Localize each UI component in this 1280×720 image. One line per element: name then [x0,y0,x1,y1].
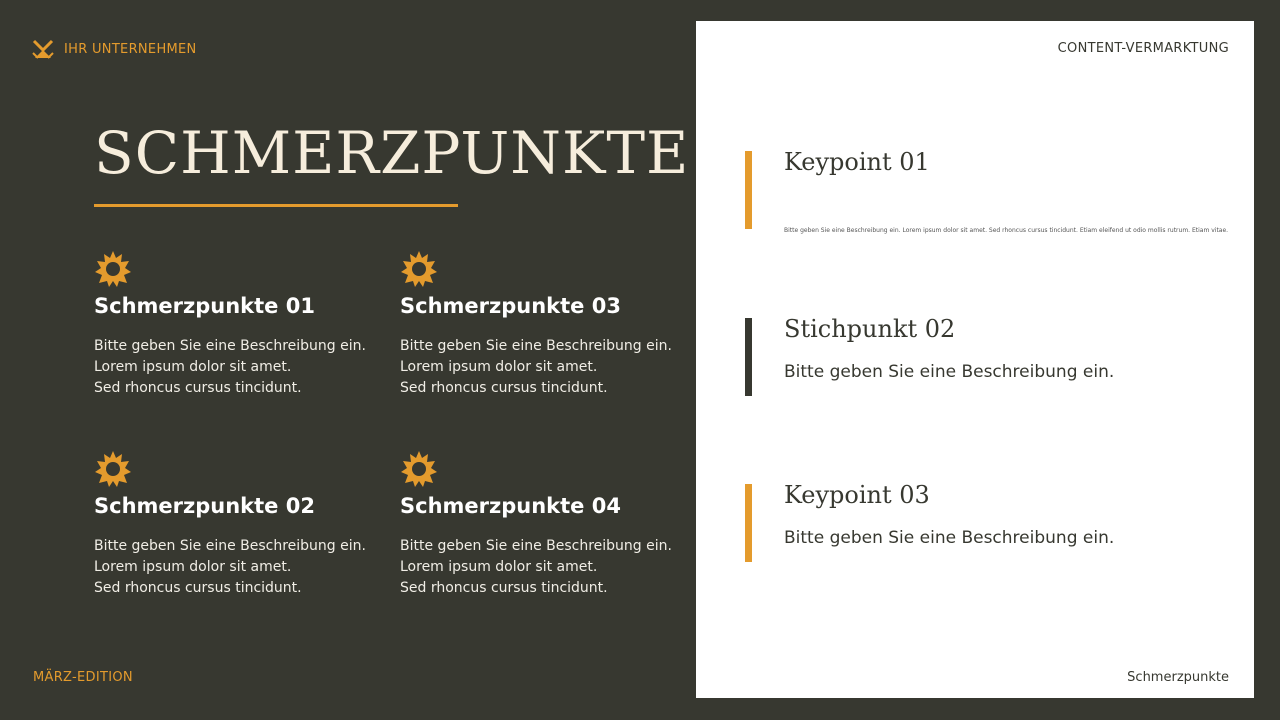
description-line: Bitte geben Sie eine Beschreibung ein. [94,338,366,354]
description-line: Bitte geben Sie eine Beschreibung ein. [400,338,672,354]
pain-point-01 [94,250,374,399]
pain-point-04 [400,450,680,599]
sun-icon [400,250,438,288]
description-line: Lorem ipsum dolor sit amet. [400,359,598,375]
keypoint-title: Keypoint 03 [784,481,930,509]
brand [32,38,197,60]
description-line: Sed rhoncus cursus tincidunt. [400,580,608,596]
pain-point-description [400,536,680,599]
crossed-swords-logo-icon [32,38,54,60]
description-line: Lorem ipsum dolor sit amet. [94,559,292,575]
card-footer: Schmerzpunkte [1127,670,1229,685]
description-line: Bitte geben Sie eine Beschreibung ein. [94,538,366,554]
keypoint-title: Stichpunkt 02 [784,315,956,343]
title-underline [94,204,458,207]
description-line: Sed rhoncus cursus tincidunt. [94,580,302,596]
description-line: Sed rhoncus cursus tincidunt. [400,380,608,396]
description-line: Sed rhoncus cursus tincidunt. [94,380,302,396]
pain-point-02 [94,450,374,599]
sun-icon [94,450,132,488]
keypoint-accent-bar [745,484,752,562]
description-line: Bitte geben Sie eine Beschreibung ein. [400,538,672,554]
brand-name: IHR UNTERNEHMEN [64,41,197,57]
keypoint-description: Bitte geben Sie eine Beschreibung ein. Lorem ipsum dolor sit amet. Sed rhoncus cursus tincidunt. Etiam eleifend ut odio mollis rutrum. Etiam vitae. [784,227,1229,234]
sun-icon [400,450,438,488]
edition-label: MÄRZ-EDITION [33,670,133,685]
keypoint-description: Bitte geben Sie eine Beschreibung ein. [784,528,1115,548]
card-header: CONTENT-VERMARKTUNG [1057,41,1229,56]
keypoint-card [696,21,1254,698]
pain-point-title: Schmerzpunkte 04 [400,494,621,518]
keypoint-accent-bar [745,151,752,229]
pain-point-03 [400,250,680,399]
description-line: Lorem ipsum dolor sit amet. [94,359,292,375]
pain-point-description [94,336,374,399]
keypoint-accent-bar [745,318,752,396]
pain-point-title: Schmerzpunkte 01 [94,294,315,318]
pain-point-description [400,336,680,399]
page-title: SCHMERZPUNKTE [94,119,690,187]
keypoint-description: Bitte geben Sie eine Beschreibung ein. [784,362,1115,382]
sun-icon [94,250,132,288]
pain-point-title: Schmerzpunkte 03 [400,294,621,318]
keypoint-title: Keypoint 01 [784,148,930,176]
pain-point-title: Schmerzpunkte 02 [94,494,315,518]
pain-point-description [94,536,374,599]
description-line: Lorem ipsum dolor sit amet. [400,559,598,575]
